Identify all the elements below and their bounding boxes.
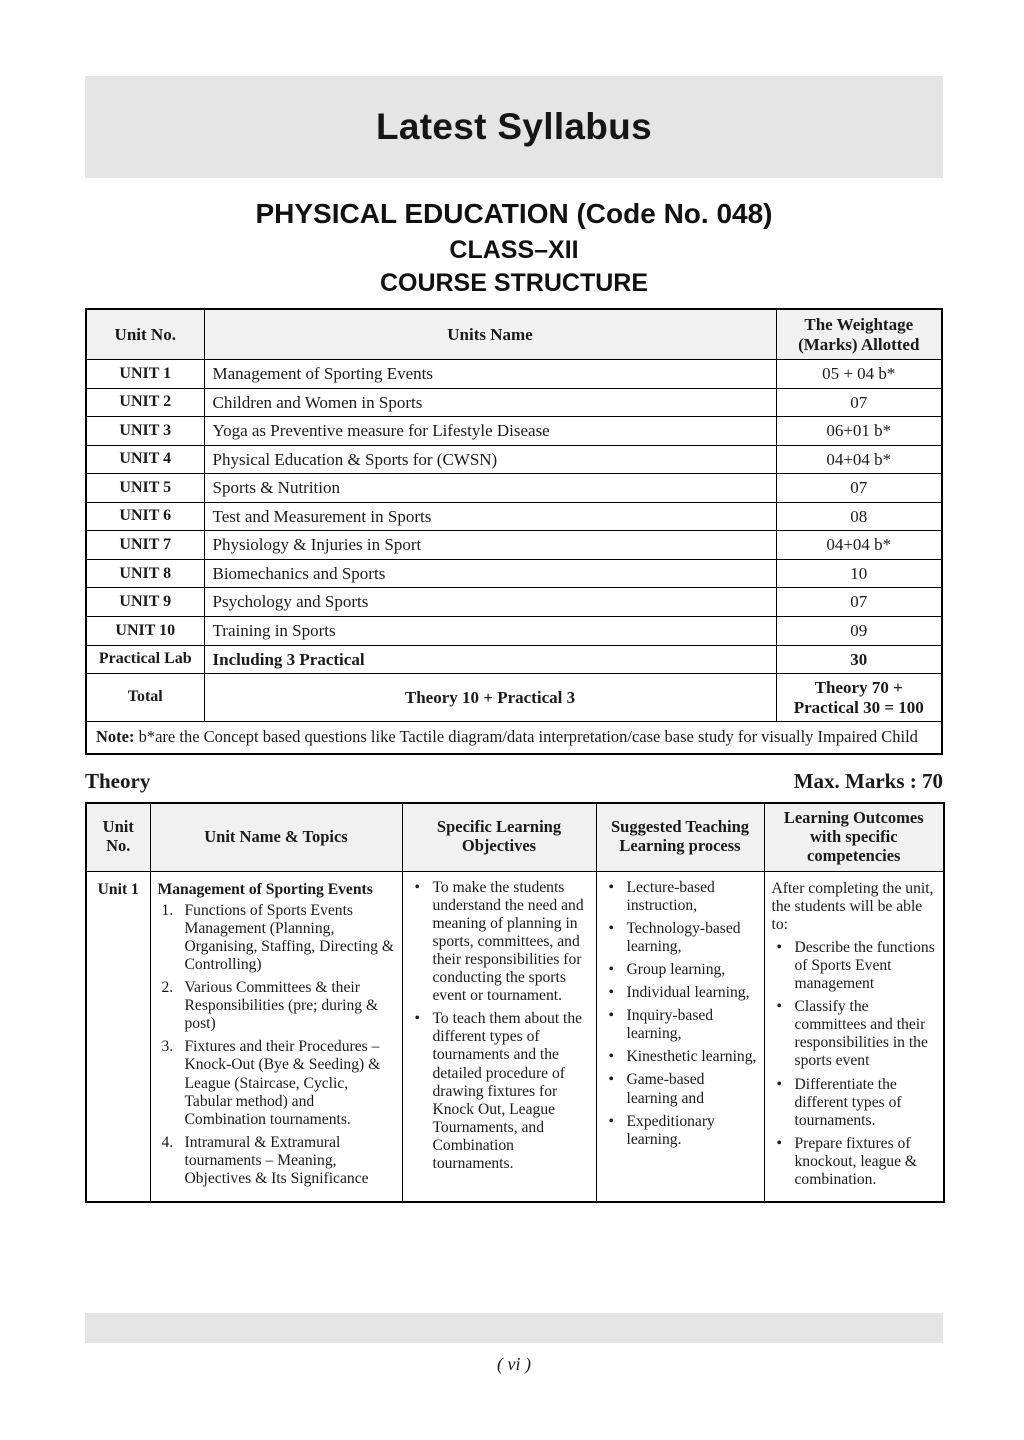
- footer-bar: [85, 1313, 943, 1343]
- header-units-name: Units Name: [204, 309, 776, 360]
- page-number: ( vi ): [497, 1354, 531, 1374]
- teaching-item: • Expeditionary learning.: [604, 1113, 757, 1149]
- header-unit-no: Unit No.: [86, 803, 150, 871]
- unit1-topic-title: Management of Sporting Events: [157, 880, 373, 898]
- header-weightage: The Weightage (Marks) Allotted: [776, 309, 942, 360]
- note-text: b*are the Concept based questions like Tactile diagram/data interpretation/case base study for visually Impaired Child: [134, 727, 918, 747]
- page-footer: [85, 1313, 943, 1375]
- header-learning-objectives: Specific Learning Objectives: [402, 803, 596, 871]
- marks-cell: 07: [776, 588, 942, 617]
- course-structure-table: [85, 308, 943, 755]
- unit-name-cell: Sports & Nutrition: [204, 474, 776, 503]
- course-table-row: [86, 559, 942, 588]
- marks-cell: 08: [776, 502, 942, 531]
- outcomes-intro: After completing the unit, the students will be able to:: [771, 879, 934, 933]
- unit-name-cell: Psychology and Sports: [204, 588, 776, 617]
- course-table-row: [86, 588, 942, 617]
- unit-name-cell: Yoga as Preventive measure for Lifestyle Disease: [204, 417, 776, 446]
- subject-title: PHYSICAL EDUCATION (Code No. 048): [255, 198, 773, 229]
- topic-item: 2. Various Committees & their Responsibilities (pre; during & post): [161, 979, 379, 1033]
- objective-item: • To make the students understand the need and meaning of planning in sports, committees, and their responsibilities for conducting the sports event or tournament.: [410, 879, 589, 1006]
- course-table-note: [86, 722, 942, 754]
- course-table-row: [86, 360, 942, 389]
- topics-list: [158, 902, 395, 1188]
- teaching-item: • Group learning,: [604, 961, 757, 979]
- list-number: 3.: [161, 1038, 174, 1056]
- marks-cell: 05 + 04 b*: [776, 360, 942, 389]
- teaching-item: • Technology-based learning,: [604, 920, 757, 956]
- teaching-item: • Individual learning,: [604, 984, 757, 1002]
- note-label: Note:: [96, 727, 135, 747]
- banner: [85, 76, 943, 178]
- marks-cell: 04+04 b*: [776, 445, 942, 474]
- unit-no-cell: Practical Lab: [86, 645, 204, 674]
- course-table-row: [86, 617, 942, 646]
- marks-cell: 06+01 b*: [776, 417, 942, 446]
- unit-no-cell: UNIT 5: [86, 474, 204, 503]
- header-learning-outcomes: Learning Outcomes with specific competencies: [764, 803, 944, 871]
- unit1-outcomes-cell: [764, 871, 944, 1202]
- marks-cell: 09: [776, 617, 942, 646]
- teaching-item: • Game-based learning and: [604, 1071, 757, 1107]
- banner-title: Latest Syllabus: [376, 106, 652, 147]
- outcome-item: • Classify the committees and their responsibilities in the sports event: [772, 998, 937, 1070]
- teaching-list: [604, 879, 757, 1149]
- course-table-row: [86, 417, 942, 446]
- course-table-row: [86, 445, 942, 474]
- unit-no-cell: UNIT 1: [86, 360, 204, 389]
- unit-no-cell: UNIT 4: [86, 445, 204, 474]
- list-number: 2.: [161, 979, 174, 997]
- course-table-row: [86, 388, 942, 417]
- note-row: [86, 722, 942, 754]
- unit-name-cell: Including 3 Practical: [204, 645, 776, 674]
- topic-item: 1. Functions of Sports Events Management (Planning, Organising, Staffing, Directing & Controlling): [161, 901, 394, 974]
- unit-name-cell: Children and Women in Sports: [204, 388, 776, 417]
- objective-item: • To teach them about the different types of tournaments and the detailed procedure of drawing fixtures for Knock Out, League Tournaments, and Combination tournaments.: [410, 1010, 589, 1173]
- page-content: [85, 0, 943, 1203]
- unit1-row: [86, 871, 944, 1202]
- theory-heading: Theory: [85, 768, 151, 793]
- unit1-label-cell: Unit 1: [86, 871, 150, 1202]
- theory-table: [85, 802, 945, 1203]
- course-table-row: [86, 502, 942, 531]
- course-table-row: [86, 674, 942, 722]
- objectives-list: [410, 879, 589, 1173]
- teaching-item: • Inquiry-based learning,: [604, 1007, 757, 1043]
- theory-table-header: [86, 803, 944, 871]
- teaching-item: • Lecture-based instruction,: [604, 879, 757, 915]
- marks-cell: 07: [776, 388, 942, 417]
- list-number: 4.: [161, 1133, 174, 1151]
- theory-heading-line: [85, 769, 943, 794]
- unit-no-cell: UNIT 6: [86, 502, 204, 531]
- unit-no-cell: UNIT 7: [86, 531, 204, 560]
- header-unit-name-topics: Unit Name & Topics: [150, 803, 402, 871]
- header-teaching-process: Suggested Teaching Learning process: [596, 803, 764, 871]
- header-unit-no: Unit No.: [86, 309, 204, 360]
- unit-name-cell: Physiology & Injuries in Sport: [204, 531, 776, 560]
- unit1-objectives-cell: [402, 871, 596, 1202]
- marks-cell: Theory 70 + Practical 30 = 100: [776, 674, 942, 722]
- marks-cell: 07: [776, 474, 942, 503]
- theory-header-row: [86, 803, 944, 871]
- marks-cell: 30: [776, 645, 942, 674]
- unit-no-cell: UNIT 8: [86, 559, 204, 588]
- course-table-row: [86, 531, 942, 560]
- course-table-row: [86, 645, 942, 674]
- doc-titles: [85, 198, 943, 298]
- max-marks: Max. Marks : 70: [793, 768, 943, 793]
- course-header-row: [86, 309, 942, 360]
- outcome-item: • Describe the functions of Sports Event management: [772, 939, 937, 993]
- unit-no-cell: UNIT 2: [86, 388, 204, 417]
- outcome-item: • Prepare fixtures of knockout, league & combination.: [772, 1135, 937, 1189]
- course-table-row: [86, 474, 942, 503]
- structure-title: COURSE STRUCTURE: [379, 269, 649, 297]
- unit-name-cell: Training in Sports: [204, 617, 776, 646]
- theory-table-body: [86, 871, 944, 1202]
- teaching-item: • Kinesthetic learning,: [604, 1048, 757, 1066]
- outcomes-list: [772, 939, 937, 1189]
- unit-no-cell: UNIT 3: [86, 417, 204, 446]
- unit-name-cell: Biomechanics and Sports: [204, 559, 776, 588]
- marks-cell: 04+04 b*: [776, 531, 942, 560]
- course-table-header: [86, 309, 942, 360]
- unit-name-cell: Theory 10 + Practical 3: [204, 674, 776, 722]
- list-number: 1.: [161, 901, 174, 919]
- unit1-topics-cell: [150, 871, 402, 1202]
- marks-cell: 10: [776, 559, 942, 588]
- unit-name-cell: Test and Measurement in Sports: [204, 502, 776, 531]
- unit-no-cell: UNIT 9: [86, 588, 204, 617]
- outcome-item: • Differentiate the different types of tournaments.: [772, 1076, 937, 1130]
- unit1-teaching-cell: [596, 871, 764, 1202]
- unit-name-cell: Management of Sporting Events: [204, 360, 776, 389]
- unit-no-cell: Total: [86, 674, 204, 722]
- note-cell: [86, 722, 942, 754]
- topic-item: 3. Fixtures and their Procedures – Knock-Out (Bye & Seeding) & League (Staircase, Cyclic, Tabular method) and Combination tournaments.: [161, 1038, 381, 1128]
- topic-item: 4. Intramural & Extramural tournaments – Meaning, Objectives & Its Significance: [161, 1133, 369, 1187]
- class-title: CLASS–XII: [449, 236, 579, 264]
- unit-no-cell: UNIT 10: [86, 617, 204, 646]
- course-table-body: [86, 360, 942, 722]
- unit-name-cell: Physical Education & Sports for (CWSN): [204, 445, 776, 474]
